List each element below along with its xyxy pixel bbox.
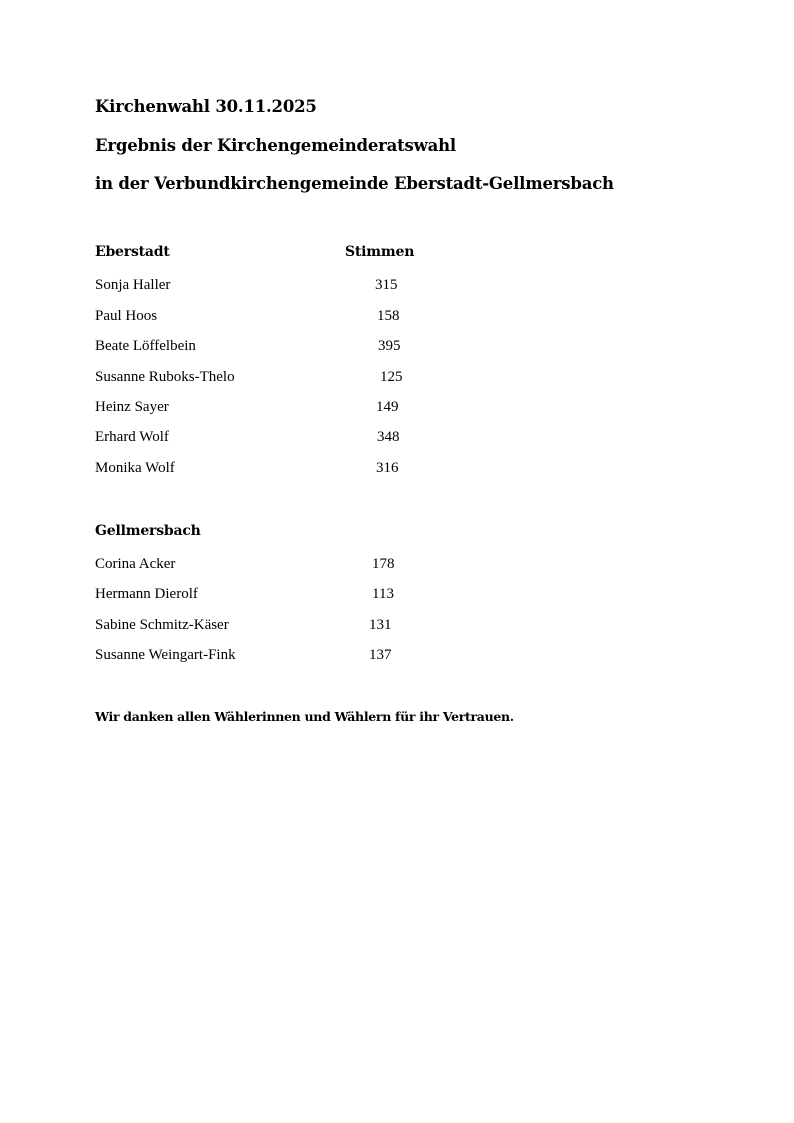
candidate-name: Sonja Haller [95,277,171,293]
candidate-votes: 348 [377,429,400,445]
document-subtitle: Ergebnis der Kirchengemeinderatswahl [95,136,456,155]
candidate-votes: 113 [372,586,394,602]
section-title-eberstadt: Eberstadt [95,244,170,260]
candidate-name: Erhard Wolf [95,429,169,445]
candidate-votes: 315 [375,277,398,293]
votes-column-header: Stimmen [345,244,415,260]
candidate-name: Corina Acker [95,556,176,572]
candidate-votes: 137 [369,647,392,663]
section-title-gellmersbach: Gellmersbach [95,523,201,539]
candidate-name: Paul Hoos [95,308,158,324]
candidate-name: Susanne Weingart-Fink [95,647,236,663]
candidate-votes: 125 [380,369,403,385]
candidate-votes: 178 [372,556,395,572]
candidate-name: Hermann Dierolf [95,586,198,602]
candidate-votes: 316 [376,460,399,476]
thank-you-note: Wir danken allen Wählerinnen und Wählern für ihr Vertrauen. [95,709,514,724]
candidate-name: Sabine Schmitz-Käser [95,617,229,633]
candidate-votes: 149 [376,399,399,415]
candidate-name: Heinz Sayer [95,399,169,415]
candidate-votes: 395 [378,338,401,354]
candidate-votes: 131 [369,617,392,633]
candidate-name: Beate Löffelbein [95,338,196,354]
document-title: Kirchenwahl 30.11.2025 [95,97,317,116]
candidate-votes: 158 [377,308,400,324]
candidate-name: Monika Wolf [95,460,175,476]
document-subtitle-2: in der Verbundkirchengemeinde Eberstadt-Gellmersbach [95,174,614,193]
candidate-name: Susanne Ruboks-Thelo [95,369,235,385]
